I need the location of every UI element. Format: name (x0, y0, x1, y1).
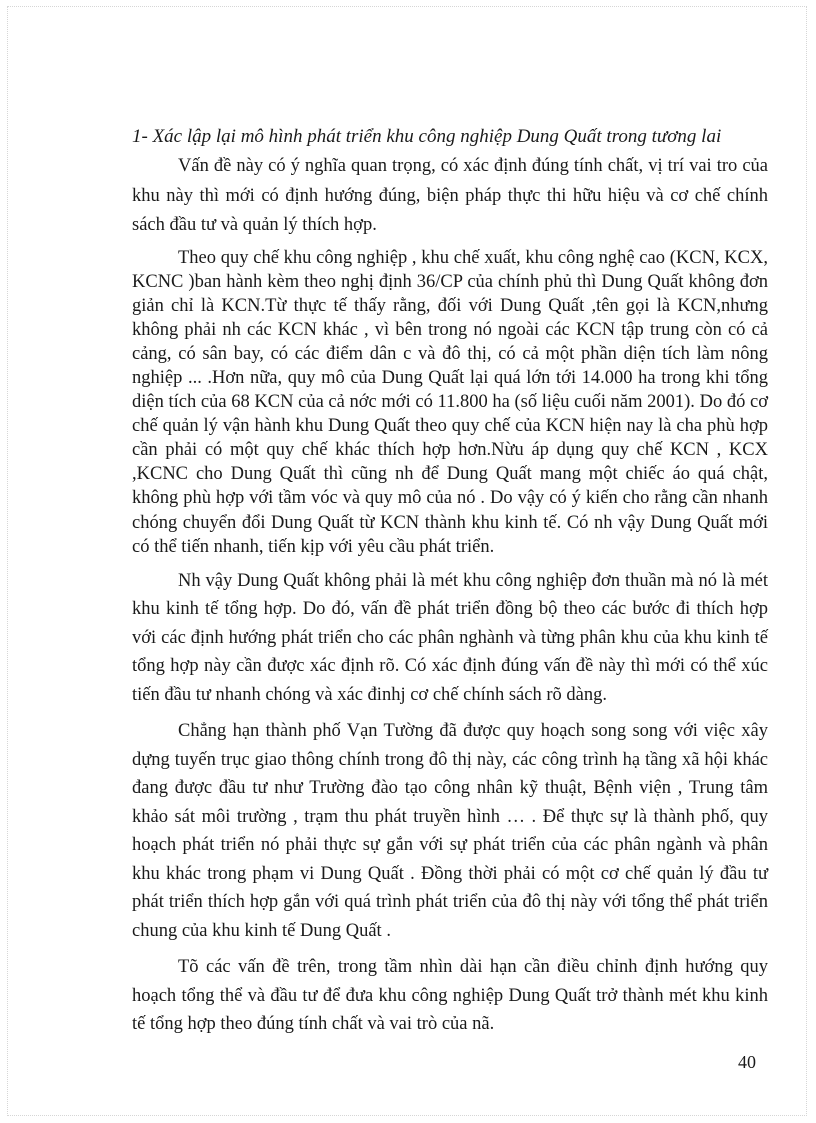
section-heading: 1- Xác lập lại mô hình phát triển khu công nghiệp Dung Quất trong tương lai (132, 126, 722, 147)
paragraph-5: Tõ các vấn đề trên, trong tầm nhìn dài hạn cần điều chỉnh định hướng quy hoạch tổng thể và đầu tư để đưa khu công nghiệp Dung Quất trở thành mét khu kinh tế tổng hợp theo đúng tính chất và vai trò của nã. (132, 957, 768, 1035)
paragraph-1: Vấn đề này có ý nghĩa quan trọng, có xác định đúng tính chất, vị trí vai tro của khu này thì mới có định hướng đúng, biện pháp thực thi hữu hiệu và cơ chế chính sách đầu tư và quản lý thích hợp. (132, 156, 768, 235)
document-body (132, 122, 768, 1039)
paragraph-2: Theo quy chế khu công nghiệp , khu chế xuất, khu công nghệ cao (KCN, KCX, KCNC )ban hành kèm theo nghị định 36/CP của chính phủ thì Dung Quất không đơn giản chỉ là KCN.Từ thực tế thấy rằng, đối với Dung Quất ,tên gọi là KCN,nhưng không phải nh các KCN khác , vì bên trong nó ngoài các KCN tập trung còn có cả cảng, có sân bay, có các điểm dân c và đô thị, có cả một phần diện tích làm nông nghiệp ... .Hơn nữa, quy mô của Dung Quất lại quá lớn tới 14.000 ha trong khi tổng diện tích của 68 KCN của cả nớc mới có 11.800 ha (số liệu cuối năm 2001). Do đó cơ chế quản lý vận hành khu Dung Quất theo quy chế của KCN hiện nay là cha phù hợp cần phải có một quy chế khác thích hợp hơn.Nừu áp dụng quy chế KCN , KCX ,KCNC cho Dung Quất thì cũng nh để Dung Quất mang một chiếc áo quá chật, không phù hợp với tầm vóc và quy mô của nó . Do vậy có ý kiến cho rằng cần nhanh chóng chuyển đổi Dung Quất từ KCN thành khu kinh tế. Có nh vậy Dung Quất mới có thể tiến nhanh, tiến kịp với yêu cầu phát triển. (132, 247, 768, 557)
paragraph-3: Nh vậy Dung Quất không phải là mét khu công nghiệp đơn thuần mà nó là mét khu kinh tế tổng hợp. Do đó, vấn đề phát triển đồng bộ theo các bước đi thích hợp với các định hướng phát triển cho các phân nghành và từng phân khu của khu kinh tế tổng hợp này cần được xác định rõ. Có xác định đúng vấn đề này thì mới có thể xúc tiến đầu tư nhanh chóng và xác đinhj cơ chế chính sách rõ dàng. (132, 570, 768, 705)
paragraph-4: Chẳng hạn thành phố Vạn Tường đã được quy hoạch song song với việc xây dựng tuyến trục giao thông chính trong đô thị này, các công trình hạ tầng xã hội khác đang được đầu tư như Trường đào tạo công nhân kỹ thuật, Bệnh viện , Trung tâm khảo sát môi trường , trạm thu phát truyền hình … . Để thực sự là thành phố, quy hoạch phát triển nó phải thực sự gắn với sự phát triển của các phân ngành và phân khu khác trong phạm vi Dung Quất . Đồng thời phải có một cơ chế quản lý đầu tư phát triển thích hợp gắn với quá trình phát triển của đô thị này với tổng thể phát triển chung của khu kinh tế Dung Quất . (132, 721, 768, 941)
page-number: 40 (738, 1052, 756, 1072)
